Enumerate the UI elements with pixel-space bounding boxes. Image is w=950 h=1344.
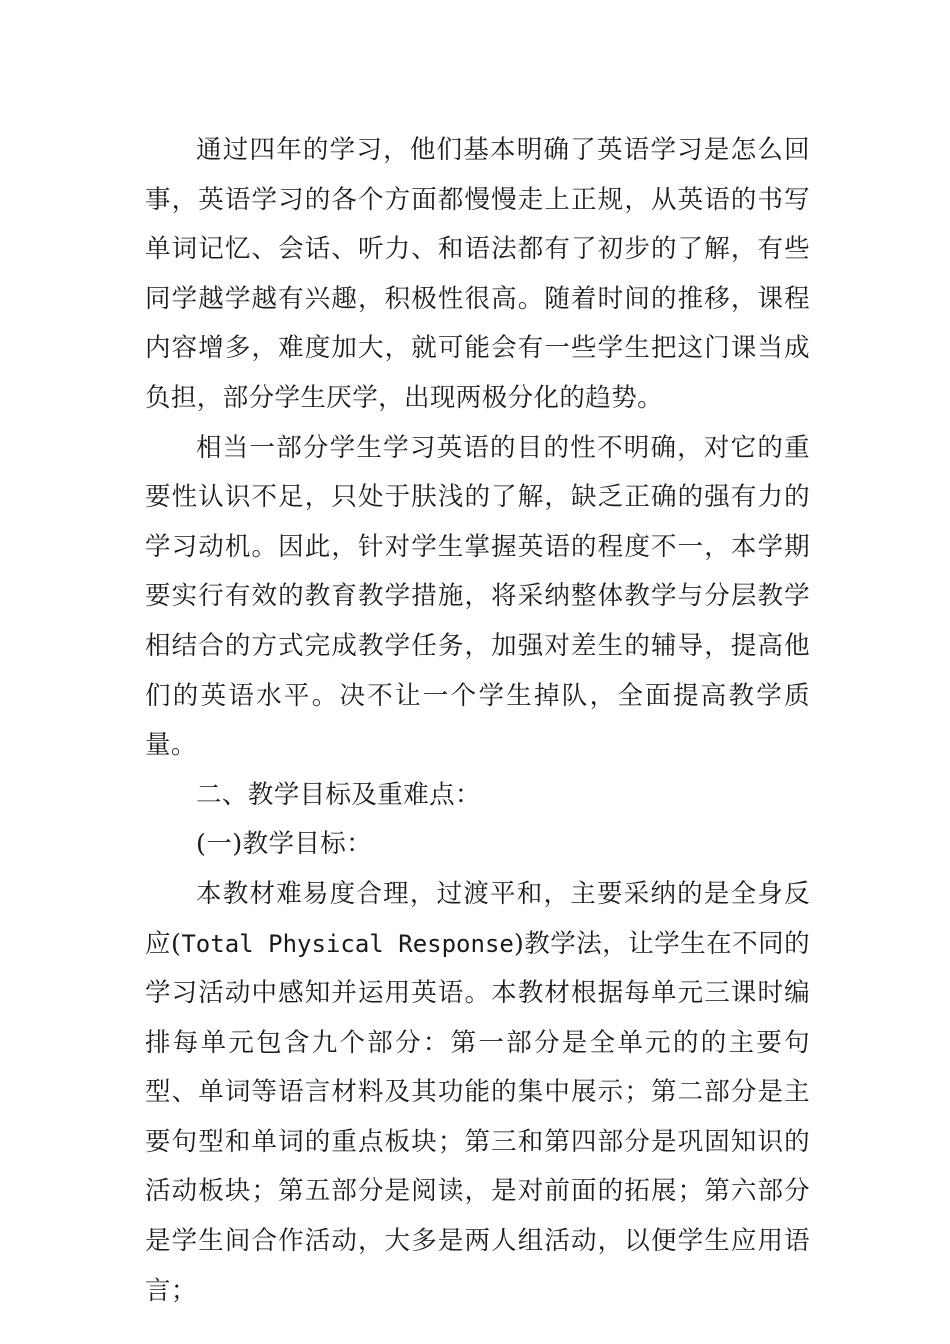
- paragraph-learning-status: 通过四年的学习，他们基本明确了英语学习是怎么回事，英语学习的各个方面都慢慢走上正规，从英语的书写单词记忆、会话、听力、和语法都有了初步的了解，有些同学越学越有兴趣，积极性很高。随着时间的推移，课程内容增多，难度加大，就可能会有一些学生把这门课当成负担，部分学生厌学，出现两极分化的趋势。: [145, 135, 810, 413]
- textbook-text-end: )教学法，让学生在不同的学习活动中感知并运用英语。本教材根据每单元三课时编排每单元包含九个部分：第一部分是全单元的的主要句型、单词等语言材料及其功能的集中展示；第二部分是主要句型和单词的重点板块；第三和第四部分是巩固知识的活动板块；第五部分是阅读，是对前面的拓展；第六部分是学生间合作活动，大多是两人组活动，以便学生应用语言；: [145, 928, 811, 1306]
- section-heading-goals: 二、教学目标及重难点：: [196, 779, 481, 810]
- textbook-text-start: 本教材难易度合理，过渡平和，主要采纳的是全身反应(: [145, 878, 810, 959]
- document-body: [145, 126, 810, 1316]
- method-name-tpr: Total Physical Response: [181, 929, 514, 958]
- paragraph-motivation: 相当一部分学生学习英语的目的性不明确，对它的重要性认识不足，只处于肤浅的了解，缺乏正确的强有力的学习动机。因此，针对学生掌握英语的程度不一，本学期要实行有效的教育教学措施，将采纳整体教学与分层教学相结合的方式完成教学任务，加强对差生的辅导，提高他们的英语水平。决不让一个学生掉队，全面提高教学质量。: [145, 432, 810, 761]
- subsection-heading-teaching-goals: (一)教学目标：: [196, 829, 373, 860]
- paragraph-textbook: [145, 870, 810, 1316]
